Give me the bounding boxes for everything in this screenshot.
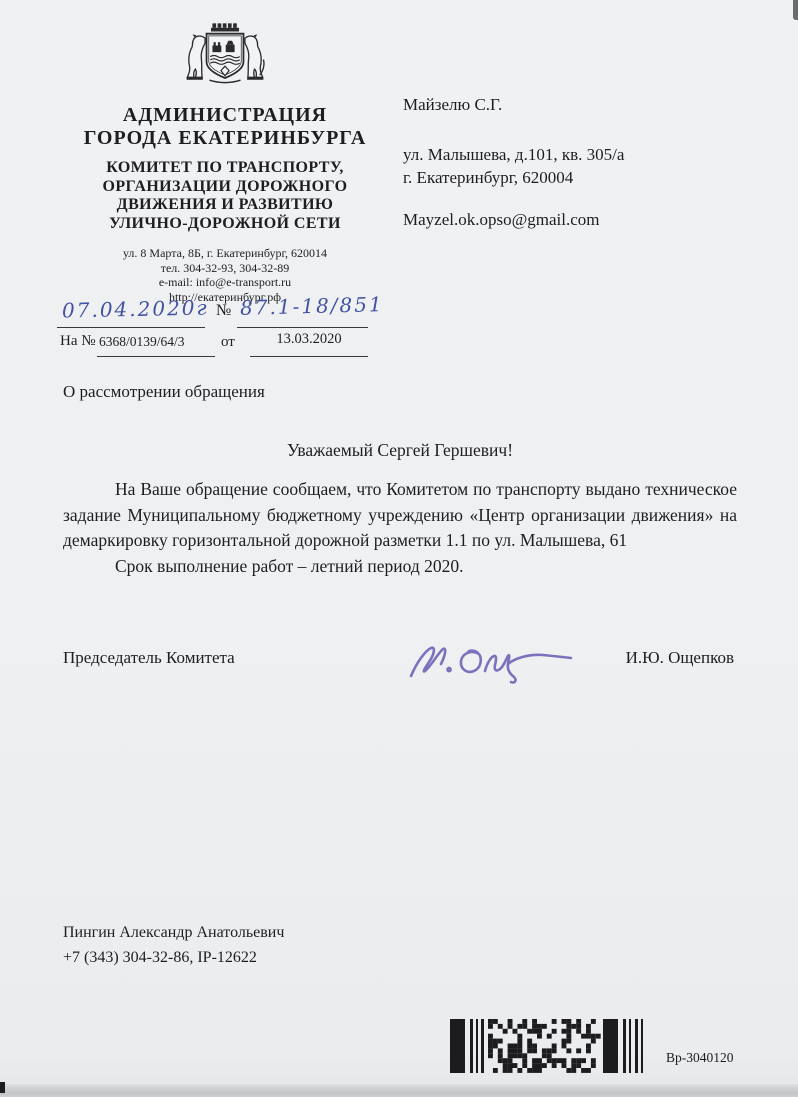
barcode-label: Вр-3040120 [666,1050,734,1065]
incoming-number: 6368/0139/64/3 [99,334,185,349]
org-email: e-mail: info@e-transport.ru [158,275,292,289]
reply-to-prefix: На № [60,333,96,349]
signer-name: И.Ю. Ощепков [625,648,734,667]
dept-name-line2: ОРГАНИЗАЦИИ ДОРОЖНОГО [102,177,348,195]
scan-corner-mark-bottom-left [0,1082,5,1093]
dept-name-line1: КОМИТЕТ ПО ТРАНСПОРТУ, [106,159,344,176]
barcode [450,1019,662,1073]
incoming-number-underline [97,356,215,357]
org-name-line2: ГОРОДА ЕКАТЕРИНБУРГА [83,127,367,149]
recipient-address-line2: г. Екатеринбург, 620004 [403,168,574,187]
executor-block [63,921,284,970]
body-paragraph-2: Срок выполнение работ – летний период 2020. [115,555,464,576]
org-phone: тел. 304-32-93, 304-32-89 [160,260,290,275]
date-underline [57,327,205,328]
org-address: ул. 8 Марта, 8Б, г. Екатеринбург, 620014 [122,246,328,260]
dept-name-line3: ДВИЖЕНИЯ И РАЗВИТИЮ [116,196,334,213]
handwritten-signature [405,626,577,688]
recipient-email: Mayzel.ok.opso@gmail.com [403,210,600,229]
outgoing-date-handwritten: 07.04.2020г [61,295,209,323]
scan-edge-shadow [0,1084,798,1097]
recipient-name: Майзелю С.Г. [403,95,503,114]
number-underline [237,327,368,328]
from-label: от [221,334,235,350]
outgoing-number-handwritten: 87.1-18/851 [239,292,384,320]
salutation: Уважаемый Сергей Гершевич! [286,440,514,460]
body-paragraph-1: На Ваше обращение сообщаем, что Комитетом по транспорту выдано техническое задание Муниципальному бюджетному учреждению «Центр организации движения» на демаркировку горизонтальной дорожной разметки 1.1 по ул. Малышева, 61 [63,479,737,550]
recipient-block [403,93,624,231]
letterhead [58,12,392,304]
recipient-address-line1: ул. Малышева, д.101, кв. 305/а [403,145,625,164]
incoming-date-underline [250,356,368,357]
executor-phone: +7 (343) 304-32-86, IP-12622 [63,948,257,966]
coat-of-arms-icon [177,12,273,96]
subject-line: О рассмотрении обращения [63,382,265,401]
dept-name-line4: УЛИЧНО-ДОРОЖНОЙ СЕТИ [109,214,341,232]
org-name-line1: АДМИНИСТРАЦИЯ [122,104,328,126]
number-sign: № [216,302,232,319]
dept-name [58,159,392,233]
signer-position: Председатель Комитета [63,648,235,667]
executor-name: Пингин Александр Анатольевич [63,924,285,941]
scan-corner-mark-top-right [793,0,798,20]
incoming-date: 13.03.2020 [276,331,342,347]
org-website: http://екатеринбург.рф [168,289,282,304]
letter-body [63,477,737,579]
